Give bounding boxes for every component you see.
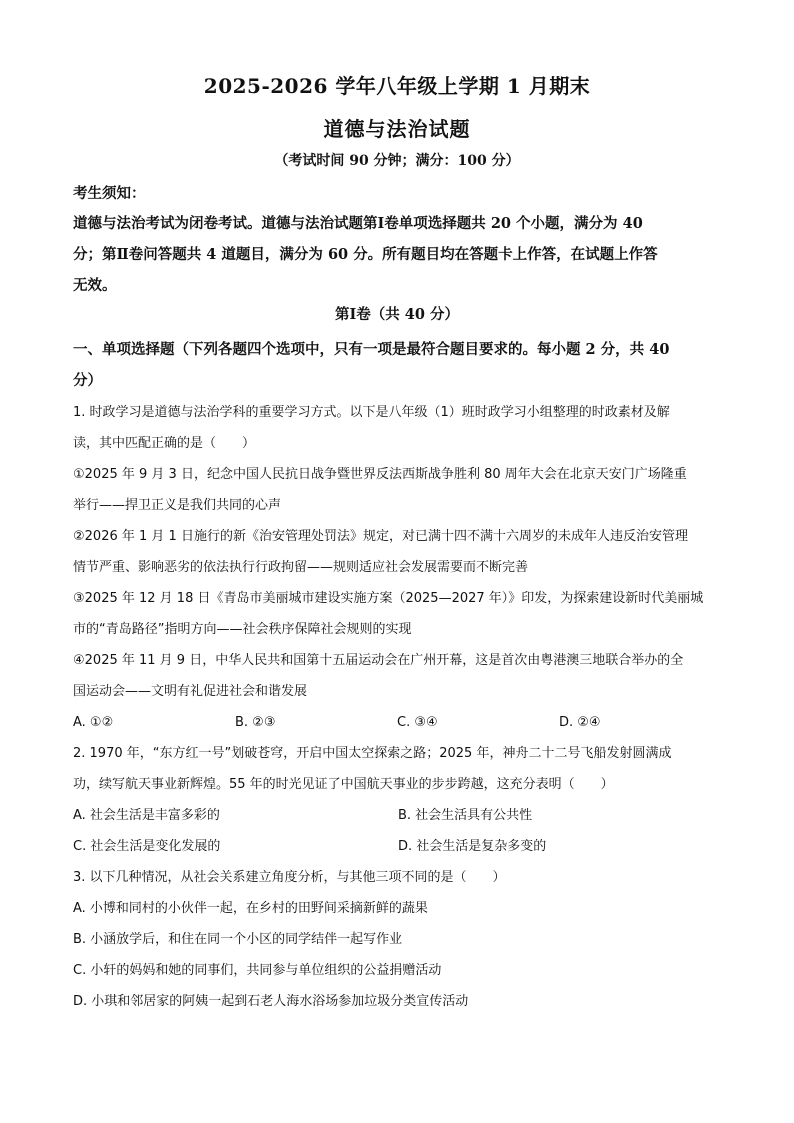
option-b: B. 小涵放学后，和住在同一个小区的同学结伴一起写作业 xyxy=(73,932,403,947)
option-d: D. 社会生活是复杂多变的 xyxy=(398,839,547,854)
subject-title: 道德与法治试题 xyxy=(323,117,471,141)
option-c: C. ③④ xyxy=(397,715,438,730)
exam-title: 2025-2026 学年八年级上学期 1 月期末 xyxy=(203,74,591,98)
statement-item: ②2026 年 1 月 1 日施行的新《治安管理处罚法》规定，对已满十四不满十六周岁的未成年人违反治安管理 xyxy=(73,529,688,544)
option-b: B. 社会生活具有公共性 xyxy=(398,808,533,823)
statement-item: 市的“青岛路径”指明方向——社会秩序保障社会规则的实现 xyxy=(73,622,412,637)
question-stem: 读，其中匹配正确的是（ ） xyxy=(73,436,256,451)
notice-heading: 考生须知： xyxy=(73,185,146,202)
statement-item: ①2025 年 9 月 3 日，纪念中国人民抗日战争暨世界反法西斯战争胜利 80 周年大会在北京天安门广场隆重 xyxy=(73,467,687,482)
question-stem: 功，续写航天事业新辉煌。55 年的时光见证了中国航天事业的步步跨越，这充分表明（ ） xyxy=(73,777,614,792)
option-a: A. 社会生活是丰富多彩的 xyxy=(73,808,220,823)
notice-text xyxy=(73,208,723,301)
question-2 xyxy=(73,738,723,862)
option-c: C. 社会生活是变化发展的 xyxy=(73,839,221,854)
question-1 xyxy=(73,397,723,738)
option-a: A. ①② xyxy=(73,715,114,730)
option-b: B. ②③ xyxy=(235,715,276,730)
statement-item: 举行——捍卫正义是我们共同的心声 xyxy=(73,498,282,513)
part-one-line: 一、单项选择题（下列各题四个选项中，只有一项是最符合题目要求的。每小题 2 分，共 40 xyxy=(73,341,670,358)
answer-options xyxy=(73,707,723,738)
option-c: C. 小轩的妈妈和她的同事们，共同参与单位组织的公益捐赠活动 xyxy=(73,963,442,978)
part-one-heading xyxy=(73,334,723,396)
section-title: 第Ⅰ卷（共 40 分） xyxy=(334,306,460,323)
statement-item: ③2025 年 12 月 18 日《青岛市美丽城市建设实施方案（2025—2027 年）》印发，为探索建设新时代美丽城 xyxy=(73,591,704,606)
notice-line: 无效。 xyxy=(73,277,117,294)
question-stem: 3. 以下几种情况，从社会关系建立角度分析，与其他三项不同的是（ ） xyxy=(73,870,506,885)
part-one-line: 分） xyxy=(73,372,102,389)
question-3 xyxy=(73,862,723,1017)
statement-item: 国运动会——文明有礼促进社会和谐发展 xyxy=(73,684,308,699)
question-stem: 1. 时政学习是道德与法治学科的重要学习方式。以下是八年级（1）班时政学习小组整理的时政素材及解 xyxy=(73,405,670,420)
question-stem: 2. 1970 年，“东方红一号”划破苍穹，开启中国太空探索之路；2025 年，神舟二十二号飞船发射圆满成 xyxy=(73,746,672,761)
statement-item: ④2025 年 11 月 9 日，中华人民共和国第十五届运动会在广州开幕，这是首次由粤港澳三地联合举办的全 xyxy=(73,653,684,668)
exam-info: （考试时间 90 分钟；满分：100 分） xyxy=(274,153,520,169)
option-d: D. ②④ xyxy=(559,715,601,730)
questions-block xyxy=(73,397,723,1017)
answer-options xyxy=(73,800,723,862)
option-d: D. 小琪和邻居家的阿姨一起到石老人海水浴场参加垃圾分类宣传活动 xyxy=(73,994,469,1009)
option-a: A. 小博和同村的小伙伴一起，在乡村的田野间采摘新鲜的蔬果 xyxy=(73,901,428,916)
statement-item: 情节严重、影响恶劣的依法执行行政拘留——规则适应社会发展需要而不断完善 xyxy=(73,560,529,575)
notice-line: 道德与法治考试为闭卷考试。道德与法治试题第Ⅰ卷单项选择题共 20 个小题，满分为 40 xyxy=(73,215,643,232)
notice-line: 分；第Ⅱ卷问答题共 4 道题目，满分为 60 分。所有题目均在答题卡上作答，在试题上作答 xyxy=(73,246,658,263)
